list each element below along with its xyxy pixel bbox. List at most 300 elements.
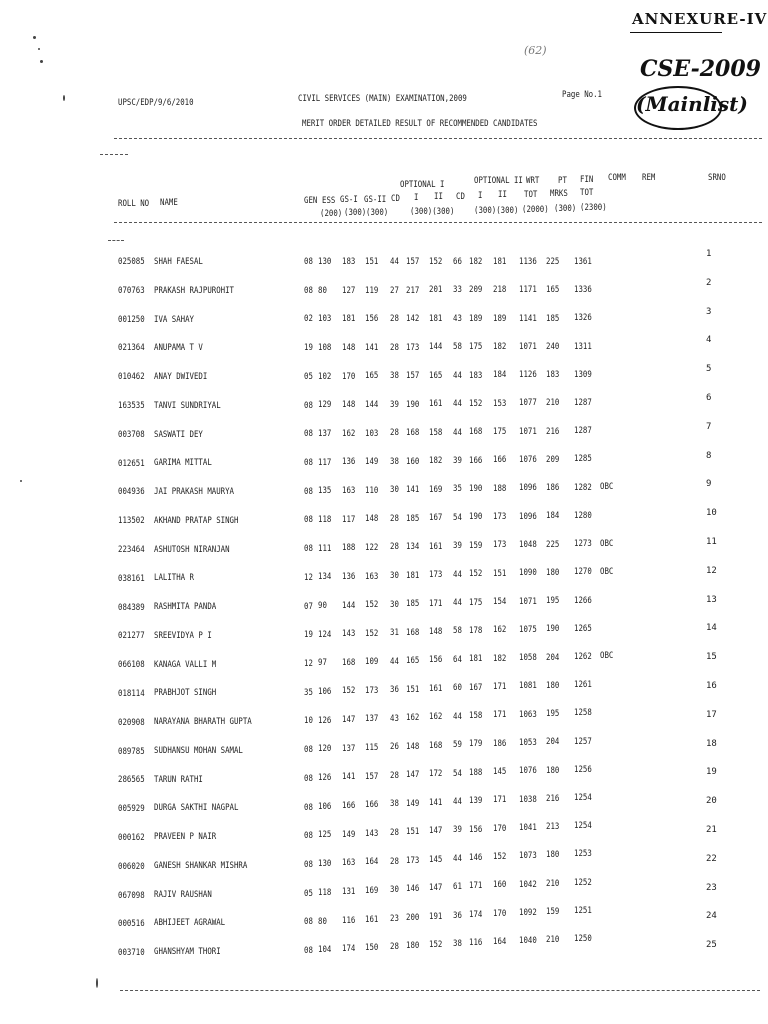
gs2-marks: 143 <box>365 828 379 839</box>
col-opt2-paper2: II <box>498 190 507 200</box>
col-optional-1: OPTIONAL I <box>400 180 445 190</box>
serial-number: 14 <box>706 623 717 634</box>
col-wrt: WRT <box>526 176 540 186</box>
pt-marks: 195 <box>546 709 560 720</box>
gen-marks: 08 <box>304 400 313 411</box>
gen-marks: 35 <box>304 687 313 698</box>
gs1-marks: 141 <box>342 772 356 783</box>
pt-marks: 180 <box>546 765 560 776</box>
col-optional-2: OPTIONAL II <box>474 176 523 186</box>
gs1-marks: 163 <box>342 486 356 497</box>
opt2-paper1-marks: 167 <box>469 682 483 693</box>
table-row <box>118 369 738 386</box>
gs1-marks: 168 <box>342 657 356 668</box>
ess-marks: 120 <box>318 744 332 755</box>
opt2-paper1-marks: 190 <box>469 512 483 523</box>
candidate-name: PRABHJOT SINGH <box>154 688 217 699</box>
serial-number: 8 <box>706 450 712 461</box>
opt1-paper2-marks: 167 <box>429 513 443 524</box>
final-total: 1258 <box>574 708 592 719</box>
table-row <box>118 343 738 357</box>
pt-marks: 204 <box>546 652 560 663</box>
final-total: 1311 <box>574 341 592 352</box>
opt1-paper2-marks: 173 <box>429 570 443 581</box>
opt2-paper2-marks: 171 <box>493 682 507 693</box>
pt-marks: 210 <box>546 935 560 946</box>
written-total: 1041 <box>519 822 537 833</box>
roll-number: 084389 <box>118 602 145 613</box>
opt1-paper2-marks: 152 <box>429 257 443 267</box>
serial-number: 2 <box>706 277 712 288</box>
col-mrks: MRKS <box>550 189 568 199</box>
ess-marks: 102 <box>318 371 332 382</box>
opt1-cd-marks: 33 <box>453 285 462 296</box>
final-total: 1273 <box>574 539 592 550</box>
gs2-marks: 152 <box>365 600 379 611</box>
table-row <box>118 680 738 703</box>
col-opt1-cd: CD <box>456 192 465 202</box>
candidate-name: IVA SAHAY <box>154 314 195 325</box>
candidate-name: PRAKASH RAJPUROHIT <box>154 285 234 296</box>
opt2-paper2-marks: 182 <box>493 342 507 353</box>
written-total: 1063 <box>519 709 537 720</box>
opt1-cd-marks: 35 <box>453 484 462 495</box>
final-total: 1265 <box>574 623 592 634</box>
table-row <box>118 566 738 588</box>
opt1-cd-marks: 38 <box>453 939 462 950</box>
opt1-cd-marks: 44 <box>453 569 462 580</box>
gs1-marks: 188 <box>342 543 356 554</box>
cd-marks: 38 <box>390 371 399 382</box>
ess-marks: 106 <box>318 801 332 812</box>
final-total: 1254 <box>574 793 592 804</box>
gs1-marks: 137 <box>342 743 356 754</box>
written-total: 1126 <box>519 370 537 381</box>
table-row <box>118 257 738 271</box>
opt1-cd-marks: 58 <box>453 342 462 353</box>
cd-marks: 30 <box>390 485 399 496</box>
table-row <box>118 736 738 761</box>
candidate-name: RASHMITA PANDA <box>154 602 217 613</box>
final-total: 1254 <box>574 821 592 832</box>
written-total: 1058 <box>519 653 537 664</box>
written-total: 1075 <box>519 624 537 635</box>
opt1-paper1-marks: 141 <box>406 485 420 496</box>
roll-number: 070763 <box>118 285 145 296</box>
opt1-paper1-marks: 146 <box>406 884 420 895</box>
gs1-marks: 148 <box>342 342 356 353</box>
opt2-paper1-marks: 146 <box>469 852 483 863</box>
final-total: 1257 <box>574 736 592 747</box>
community: OBC <box>600 566 614 577</box>
ess-marks: 134 <box>318 572 332 583</box>
column-header-rule <box>114 222 762 223</box>
pt-marks: 180 <box>546 850 560 861</box>
opt2-paper2-marks: 171 <box>493 710 507 721</box>
gs1-marks: 143 <box>342 629 356 640</box>
cd-marks: 44 <box>390 656 399 667</box>
gs2-marks: 103 <box>365 428 379 439</box>
gs2-marks: 137 <box>365 714 379 725</box>
gen-marks: 07 <box>304 601 313 612</box>
opt1-cd-marks: 54 <box>453 512 462 523</box>
serial-number: 19 <box>706 767 717 778</box>
opt1-paper1-marks: 134 <box>406 542 420 553</box>
col-opt2-paper1: I <box>478 191 483 201</box>
final-total: 1361 <box>574 257 592 267</box>
gen-marks: 08 <box>304 860 313 871</box>
written-total: 1077 <box>519 398 537 409</box>
roll-number: 012651 <box>118 458 145 469</box>
candidate-name: ABHIJEET AGRAWAL <box>154 918 226 929</box>
final-total: 1280 <box>574 510 592 521</box>
final-total: 1270 <box>574 567 592 578</box>
col-srno: SRNO <box>708 173 726 183</box>
opt1-paper1-marks: 181 <box>406 570 420 581</box>
ess-marks: 104 <box>318 945 332 956</box>
final-total: 1251 <box>574 905 592 916</box>
opt1-cd-marks: 39 <box>453 541 462 552</box>
gs2-marks: 156 <box>365 314 379 325</box>
written-total: 1081 <box>519 681 537 692</box>
written-total: 1096 <box>519 483 537 494</box>
community: OBC <box>600 538 614 549</box>
opt2-paper2-marks: 164 <box>493 937 507 948</box>
ess-marks: 80 <box>318 285 327 296</box>
opt1-paper1-marks: 185 <box>406 513 420 524</box>
pt-marks: 186 <box>546 483 560 494</box>
candidate-name: ANAY DWIVEDI <box>154 372 208 383</box>
serial-number: 9 <box>706 479 712 490</box>
roll-number: 038161 <box>118 573 145 584</box>
gs1-marks: 181 <box>342 314 356 325</box>
opt2-paper1-marks: 166 <box>469 455 483 466</box>
gs2-marks: 149 <box>365 457 379 468</box>
opt2-paper1-marks: 152 <box>469 398 483 409</box>
pt-marks: 240 <box>546 341 560 352</box>
opt2-paper1-marks: 139 <box>469 796 483 807</box>
opt1-cd-marks: 36 <box>453 910 462 921</box>
cd-marks: 44 <box>390 257 399 267</box>
cd-marks: 36 <box>390 685 399 696</box>
final-total: 1287 <box>574 426 592 437</box>
serial-number: 22 <box>706 853 717 864</box>
serial-number: 17 <box>706 709 717 720</box>
opt1-paper2-marks: 161 <box>429 683 443 694</box>
serial-number: 18 <box>706 738 717 749</box>
opt1-paper1-marks: 168 <box>406 428 420 439</box>
pt-marks: 216 <box>546 426 560 437</box>
roll-number: 066108 <box>118 660 145 671</box>
max-ess: (200) <box>320 209 343 219</box>
final-total: 1336 <box>574 285 592 296</box>
max-gs1: (300) <box>344 208 367 218</box>
opt2-paper2-marks: 170 <box>493 823 507 834</box>
gs2-marks: 151 <box>365 257 379 267</box>
gs2-marks: 152 <box>365 628 379 639</box>
gen-marks: 08 <box>304 544 313 555</box>
ess-marks: 117 <box>318 457 332 468</box>
table-row <box>118 623 738 645</box>
ess-marks: 118 <box>318 515 332 526</box>
pt-marks: 225 <box>546 257 560 267</box>
table-row <box>118 286 738 300</box>
gs2-marks: 150 <box>365 943 379 954</box>
opt1-paper2-marks: 145 <box>429 854 443 865</box>
pt-marks: 184 <box>546 511 560 522</box>
opt1-paper2-marks: 191 <box>429 911 443 922</box>
cd-marks: 26 <box>390 742 399 753</box>
cd-marks: 28 <box>390 827 399 838</box>
table-row <box>118 315 738 329</box>
gen-marks: 02 <box>304 314 313 325</box>
max-pt: (300) <box>554 204 577 214</box>
opt2-paper2-marks: 173 <box>493 512 507 523</box>
roll-number: 018114 <box>118 689 145 699</box>
ess-marks: 135 <box>318 486 332 497</box>
annexure-title: ANNEXURE-IV <box>632 10 768 28</box>
gs2-marks: 161 <box>365 914 379 925</box>
col-gen: GEN <box>304 196 318 206</box>
gen-marks: 08 <box>304 285 313 296</box>
opt1-paper1-marks: 162 <box>406 713 420 724</box>
opt1-cd-marks: 39 <box>453 455 462 466</box>
gs1-marks: 183 <box>342 257 356 267</box>
opt2-paper2-marks: 166 <box>493 455 507 466</box>
final-total: 1282 <box>574 482 592 493</box>
scan-speck <box>38 48 40 50</box>
gs1-marks: 162 <box>342 428 356 439</box>
cd-marks: 28 <box>390 314 399 325</box>
pt-marks: 183 <box>546 370 560 381</box>
ess-marks: 80 <box>318 916 327 927</box>
pt-marks: 165 <box>546 285 560 296</box>
opt1-paper2-marks: 158 <box>429 427 443 438</box>
gs1-marks: 131 <box>342 886 356 897</box>
opt2-paper1-marks: 156 <box>469 824 483 835</box>
gs2-marks: 163 <box>365 571 379 582</box>
roll-number: 089785 <box>118 746 145 757</box>
opt2-paper2-marks: 182 <box>493 653 507 664</box>
gen-marks: 10 <box>304 716 313 727</box>
cd-marks: 28 <box>390 770 399 781</box>
gs1-marks: 147 <box>342 715 356 726</box>
col-pt: PT <box>558 176 567 186</box>
opt1-paper2-marks: 181 <box>429 313 443 324</box>
col-fin-tot: TOT <box>580 188 594 198</box>
page-number: Page No.1 <box>562 90 603 100</box>
ess-marks: 130 <box>318 859 332 870</box>
pt-marks: 180 <box>546 680 560 691</box>
opt1-paper1-marks: 173 <box>406 855 420 866</box>
opt1-paper1-marks: 217 <box>406 285 420 296</box>
written-total: 1048 <box>519 539 537 550</box>
gen-marks: 08 <box>304 515 313 526</box>
gen-marks: 08 <box>304 802 313 813</box>
col-gs2: GS-II <box>364 195 387 205</box>
opt1-paper2-marks: 165 <box>429 370 443 381</box>
col-roll: ROLL NO <box>118 199 150 209</box>
written-total: 1076 <box>519 455 537 466</box>
cd-marks: 30 <box>390 599 399 610</box>
serial-number: 1 <box>706 249 712 259</box>
final-total: 1287 <box>574 398 592 409</box>
written-total: 1071 <box>519 341 537 352</box>
ess-marks: 108 <box>318 343 332 354</box>
candidate-name: TANVI SUNDRIYAL <box>154 400 221 411</box>
opt2-paper2-marks: 160 <box>493 880 507 891</box>
gen-marks: 19 <box>304 630 313 641</box>
opt1-cd-marks: 44 <box>453 711 462 722</box>
opt2-paper2-marks: 145 <box>493 767 507 778</box>
cd-marks: 43 <box>390 713 399 724</box>
roll-number: 000162 <box>118 833 145 843</box>
col-ess: ESS <box>322 196 336 206</box>
max-optional-1: (300)(300) <box>410 207 455 217</box>
opt1-cd-marks: 44 <box>453 427 462 438</box>
serial-number: 10 <box>706 508 717 519</box>
opt1-paper2-marks: 161 <box>429 541 443 552</box>
gen-marks: 08 <box>304 429 313 440</box>
gs2-marks: 164 <box>365 857 379 868</box>
opt2-paper2-marks: 218 <box>493 285 507 296</box>
ess-marks: 111 <box>318 543 332 554</box>
roll-number: 003708 <box>118 429 145 440</box>
cd-marks: 30 <box>390 571 399 582</box>
opt2-paper2-marks: 151 <box>493 568 507 579</box>
opt1-paper1-marks: 157 <box>406 257 420 267</box>
cd-marks: 31 <box>390 628 399 639</box>
opt1-cd-marks: 39 <box>453 825 462 836</box>
final-total: 1261 <box>574 680 592 691</box>
opt2-paper1-marks: 181 <box>469 654 483 665</box>
file-number: UPSC/EDP/9/6/2010 <box>118 98 194 108</box>
opt2-paper2-marks: 171 <box>493 795 507 806</box>
opt1-cd-marks: 60 <box>453 683 462 694</box>
gs2-marks: 122 <box>365 542 379 553</box>
pt-marks: 213 <box>546 822 560 833</box>
opt1-paper1-marks: 151 <box>406 827 420 838</box>
gs1-marks: 170 <box>342 371 356 382</box>
serial-number: 5 <box>706 364 712 375</box>
roll-number: 067098 <box>118 890 145 901</box>
page-stamp: (62) <box>524 44 547 57</box>
opt2-paper1-marks: 171 <box>469 881 483 892</box>
ess-marks: 126 <box>318 715 332 726</box>
candidate-name: GANESH SHANKAR MISHRA <box>154 860 248 871</box>
final-total: 1250 <box>574 934 592 945</box>
cd-marks: 28 <box>390 542 399 553</box>
opt1-cd-marks: 58 <box>453 626 462 637</box>
gs1-marks: 166 <box>342 801 356 811</box>
ess-marks: 106 <box>318 687 332 698</box>
report-subtitle: MERIT ORDER DETAILED RESULT OF RECOMMENDED CANDIDATES <box>302 119 538 129</box>
gen-marks: 08 <box>304 773 313 784</box>
cd-marks: 28 <box>390 342 399 353</box>
opt1-paper2-marks: 172 <box>429 769 443 780</box>
serial-number: 12 <box>706 565 717 576</box>
table-row <box>118 934 738 962</box>
roll-number: 025085 <box>118 257 145 267</box>
gen-marks: 08 <box>304 486 313 497</box>
roll-number: 006020 <box>118 861 145 872</box>
written-total: 1171 <box>519 285 537 296</box>
candidate-name: ANUPAMA T V <box>154 343 203 354</box>
roll-number: 005929 <box>118 804 145 815</box>
final-total: 1262 <box>574 651 592 662</box>
table-row <box>118 482 738 501</box>
ess-marks: 126 <box>318 773 332 784</box>
serial-number: 15 <box>706 652 717 663</box>
gs1-marks: 136 <box>342 457 356 468</box>
opt1-paper2-marks: 171 <box>429 598 443 609</box>
opt1-paper2-marks: 148 <box>429 627 443 638</box>
table-row <box>118 651 738 674</box>
pt-marks: 180 <box>546 567 560 578</box>
candidate-name: TARUN RATHI <box>154 774 203 785</box>
pt-marks: 225 <box>546 539 560 550</box>
opt2-paper2-marks: 154 <box>493 597 507 608</box>
opt2-paper2-marks: 152 <box>493 852 507 863</box>
opt1-paper2-marks: 147 <box>429 826 443 837</box>
written-total: 1040 <box>519 936 537 947</box>
candidate-name: GHANSHYAM THORI <box>154 947 221 958</box>
candidate-name: JAI PRAKASH MAURYA <box>154 487 234 498</box>
table-row <box>118 398 738 415</box>
opt1-paper1-marks: 149 <box>406 798 420 809</box>
opt1-paper1-marks: 190 <box>406 399 420 410</box>
opt1-paper2-marks: 168 <box>429 740 443 751</box>
candidate-name: LALITHA R <box>154 573 195 584</box>
candidate-name: SUDHANSU MOHAN SAMAL <box>154 745 243 756</box>
gs1-marks: 116 <box>342 915 356 926</box>
gen-marks: 08 <box>304 946 313 957</box>
cd-marks: 38 <box>390 799 399 810</box>
pt-marks: 209 <box>546 454 560 465</box>
written-total: 1042 <box>519 879 537 890</box>
opt2-paper1-marks: 178 <box>469 625 483 636</box>
serial-number: 11 <box>706 537 717 547</box>
gs1-marks: 117 <box>342 514 356 525</box>
rule-fragment <box>108 240 124 241</box>
col-rem: REM <box>642 173 656 183</box>
gen-marks: 12 <box>304 659 313 670</box>
gs1-marks: 174 <box>342 944 356 955</box>
serial-number: 25 <box>706 940 717 951</box>
written-total: 1096 <box>519 511 537 522</box>
opt2-paper2-marks: 188 <box>493 483 507 494</box>
roll-number: 223464 <box>118 545 145 555</box>
annexure-underline <box>630 32 722 33</box>
roll-number: 004936 <box>118 487 145 498</box>
pt-marks: 159 <box>546 906 560 917</box>
written-total: 1038 <box>519 794 537 805</box>
opt1-paper1-marks: 173 <box>406 342 420 353</box>
opt1-paper1-marks: 157 <box>406 371 420 382</box>
opt2-paper2-marks: 162 <box>493 625 507 636</box>
final-total: 1326 <box>574 313 592 324</box>
scan-speck <box>40 60 43 63</box>
candidate-name: SHAH FAESAL <box>154 257 203 267</box>
pt-marks: 185 <box>546 313 560 324</box>
opt1-paper2-marks: 156 <box>429 655 443 666</box>
gen-marks: 05 <box>304 371 313 382</box>
ess-marks: 130 <box>318 257 332 267</box>
scan-speck <box>63 95 65 101</box>
final-total: 1253 <box>574 849 592 860</box>
table-row <box>118 426 738 444</box>
cd-marks: 28 <box>390 942 399 953</box>
